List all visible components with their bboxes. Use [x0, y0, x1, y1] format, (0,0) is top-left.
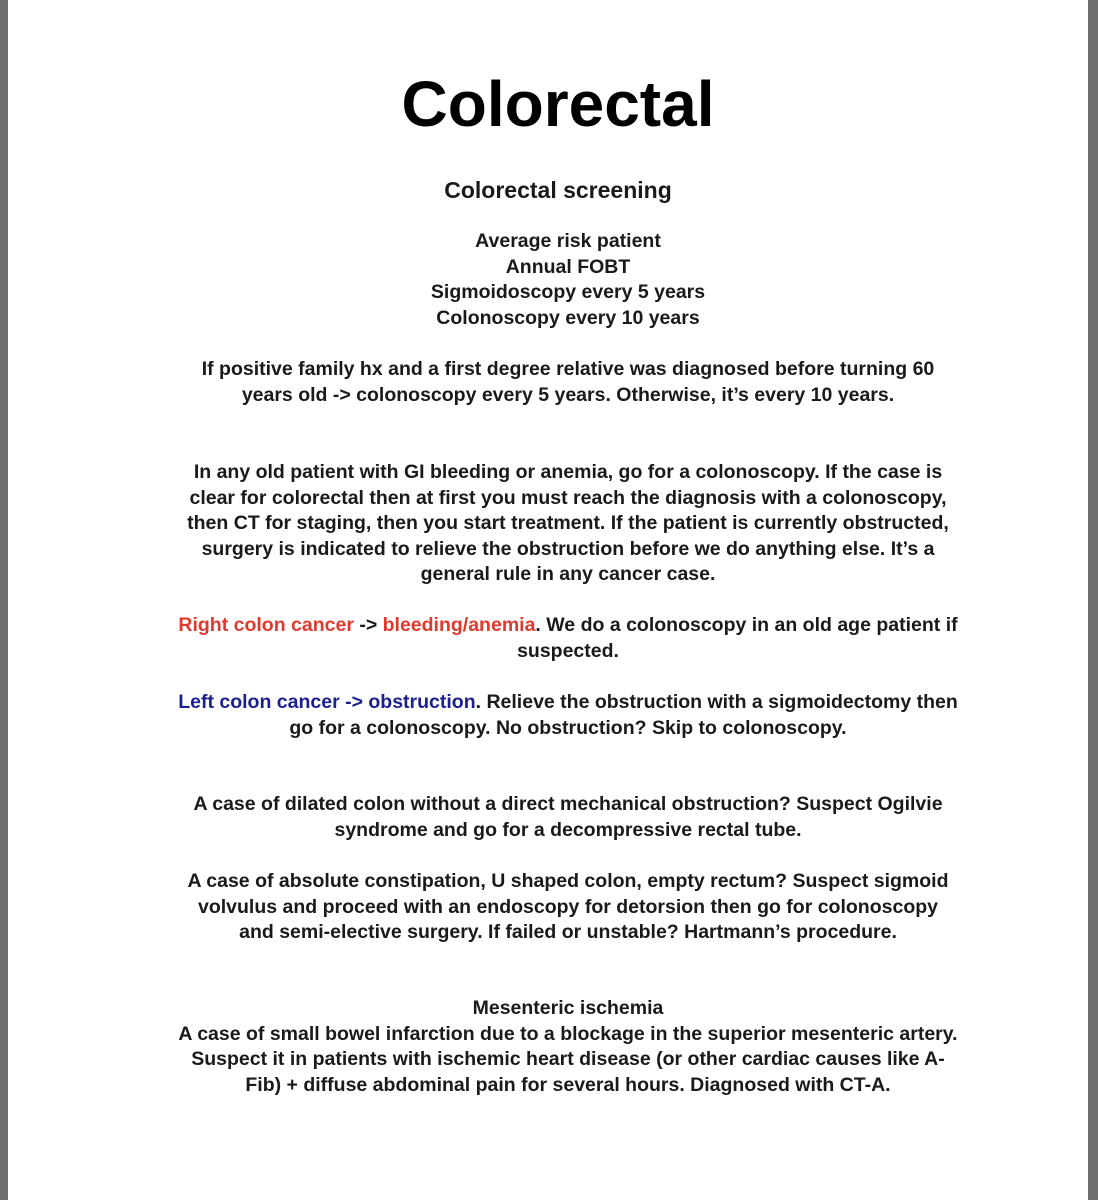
mesenteric-ischemia-text: A case of small bowel infarction due to a blockage in the superior mesenteric artery. Suspect it in patients with ischemic heart disease (or other cardiac causes like A-Fib) + diffuse abdominal pain for several hours. Diagnosed with CT-A.: [178, 1022, 958, 1096]
mesenteric-ischemia-heading: Mesenteric ischemia: [472, 997, 664, 1019]
left-colon-highlight: Left colon cancer -> obstruction: [178, 691, 476, 713]
volvulus-paragraph: A case of absolute constipation, U shaped colon, empty rectum? Suspect sigmoid volvulus and proceed with an endoscopy for detorsion then go for colonoscopy and semi-elective surgery. If failed or unstable? Hartmann’s procedure.: [187, 870, 949, 944]
screening-item: Sigmoidoscopy every 5 years: [430, 281, 706, 304]
document-page: [8, 0, 1088, 1200]
screening-block: [178, 229, 958, 331]
left-colon-rest: . Relieve the obstruction with a sigmoidectomy then go for a colonoscopy. No obstruction? Skip to colonoscopy.: [289, 691, 958, 739]
right-colon-paragraph: [178, 613, 958, 664]
right-colon-rest: . We do a colonoscopy in an old age patient if suspected.: [517, 614, 958, 662]
right-colon-arrow: ->: [353, 614, 383, 636]
gi-bleeding-paragraph: In any old patient with GI bleeding or anemia, go for a colonoscopy. If the case is clear for colorectal then at first you must reach the diagnosis with a colonoscopy, then CT for staging, then you start treatment. If the patient is currently obstructed, surgery is indicated to relieve the obstruction before we do anything else. It’s a general rule in any cancer case.: [187, 461, 949, 586]
screening-heading: Average risk patient: [475, 230, 661, 252]
page-title: Colorectal: [401, 68, 715, 140]
right-colon-symptom: bleeding/anemia: [382, 614, 536, 636]
family-history-paragraph: If positive family hx and a first degree relative was diagnosed before turning 60 years old -> colonoscopy every 5 years. Otherwise, it’s every 10 years.: [201, 358, 935, 406]
section-subtitle: Colorectal screening: [444, 177, 672, 203]
ogilvie-paragraph: A case of dilated colon without a direct mechanical obstruction? Suspect Ogilvie syndrome and go for a decompressive rectal tube.: [193, 793, 943, 841]
mesenteric-ischemia-block: [178, 996, 958, 1098]
right-colon-term: Right colon cancer: [178, 614, 354, 636]
screening-item: Colonoscopy every 10 years: [436, 306, 700, 329]
screening-item: Annual FOBT: [505, 255, 631, 278]
viewer-left-edge: [0, 0, 8, 1200]
left-colon-paragraph: [178, 690, 958, 741]
